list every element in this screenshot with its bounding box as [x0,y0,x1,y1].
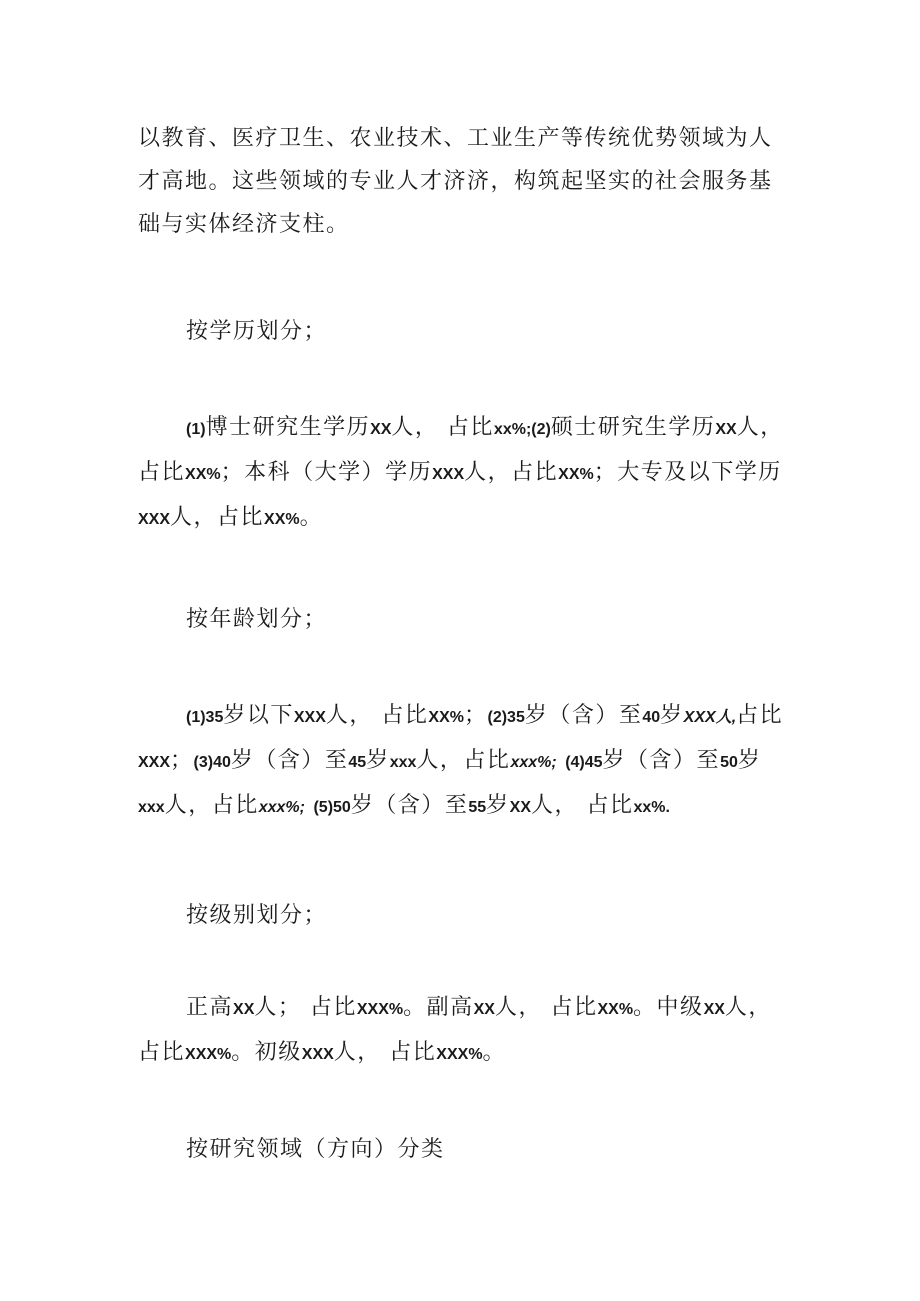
education-heading: 按学历划分； [186,319,328,344]
age-heading: 按年龄划分； [186,607,328,632]
text-run: XX [473,1001,495,1018]
text-run: XX [703,1001,725,1018]
text-run: XX% [185,466,221,483]
text-run: XX% [597,1001,634,1018]
text-run: 博士研究生学历 [205,415,371,440]
text-run: 正高 [186,995,234,1020]
level-heading: 按级别划分； [186,903,328,928]
text-run: xxx [389,754,417,771]
text-run: 岁（含）至 [230,748,349,773]
text-run: 人，占比 [464,460,559,485]
text-run: (1) [186,421,206,438]
text-run: 。 [482,1040,507,1065]
text-run: XXX [138,754,171,771]
text-run: 人； 占比 [254,995,357,1020]
text-run: (3)40 [193,754,231,771]
text-run: XXX% [185,1046,232,1063]
text-run: (4)45 [565,754,603,771]
text-run: 。中级 [633,995,704,1020]
text-run: XX% [264,511,300,528]
text-run: (1)35 [186,709,224,726]
text-run: (2)35 [487,709,525,726]
text-run: XXX [301,1046,334,1063]
text-run: 人， 占比 [325,703,429,728]
education-paragraph [138,406,788,541]
text-run: 岁（含）至 [602,748,721,773]
intro-paragraph: 以教育、医疗卫生、农业技术、工业生产等传统优势领域为人才高地。这些领域的专业人才济济，构筑起坚实的社会服务基础与实体经济支柱。 [138,126,773,237]
text-run: XXX [293,709,326,726]
text-run: xxx%; [510,754,557,771]
text-run: 硕士研究生学历 [550,415,716,440]
text-run: 。 [299,505,324,530]
text-run: 岁（含）至 [350,793,469,818]
text-run: 岁 [660,703,684,728]
level-paragraph [138,986,788,1076]
text-run: XXX% [356,1001,404,1018]
text-run: XXX% [436,1046,483,1063]
text-run: 人， 占比 [333,1040,437,1065]
text-run: ； [463,703,488,728]
text-run: 50 [720,754,738,771]
text-run: xx%;(2) [493,421,551,438]
text-run: 人， 占比 [494,995,598,1020]
text-run: XX [509,799,531,816]
text-run: 占比 [736,703,784,728]
text-run: XX [233,1001,255,1018]
text-run: 岁 [737,748,762,773]
text-run: 岁 [486,793,510,818]
text-run: 45 [348,754,367,771]
text-run [557,748,566,773]
text-run: 岁以下 [223,703,294,728]
text-run: 。副高 [403,995,474,1020]
text-run: 岁（含）至 [524,703,643,728]
text-run: ； [170,748,194,773]
text-run: xxx [138,799,165,816]
text-run: 40 [642,709,661,726]
text-run: 人， 占比 [391,415,494,440]
age-paragraph [138,694,788,829]
text-run: ；本科（大学）学历 [220,460,433,485]
text-run: xx%. [633,799,670,816]
text-run: XXX [138,511,171,528]
text-run: 岁 [366,748,390,773]
text-run: 人，占比 [138,415,784,485]
field-heading: 按研究领域（方向）分类 [186,1137,445,1162]
text-run: XX% [428,709,464,726]
text-run: 人，占比 [164,793,259,818]
text-run: XXX [432,466,465,483]
text-run: 人，占比 [170,505,265,530]
text-run: XX% [558,466,594,483]
text-run: 人， 占比 [138,995,772,1065]
text-run: XX [370,421,392,438]
text-run: XXX人, [683,709,737,726]
text-run: (5)50 [313,799,351,816]
text-run: xxx%; [258,799,305,816]
text-run: 55 [468,799,487,816]
text-run: XX [715,421,737,438]
text-run: 。初级 [231,1040,302,1065]
text-run: 人，占比 [416,748,511,773]
text-run: 人， 占比 [531,793,634,818]
text-run: ；大专及以下学历 [593,460,782,485]
